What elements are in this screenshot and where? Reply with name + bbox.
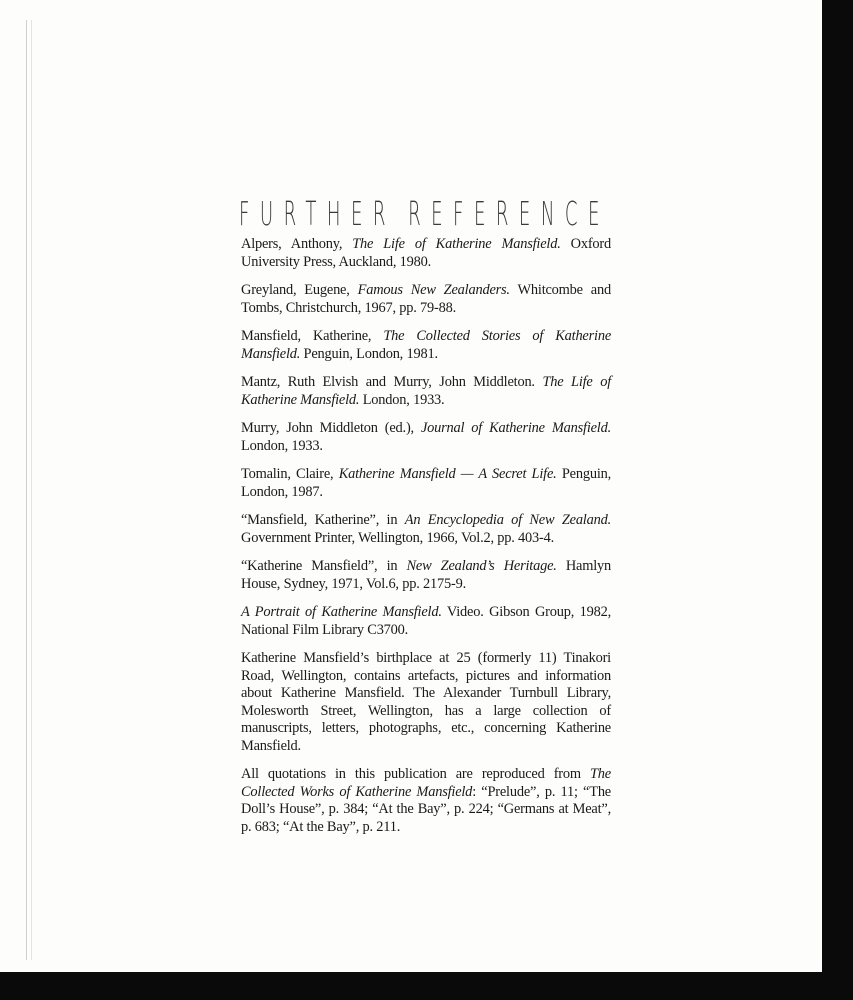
entry-text: Video. Gibson Group, 1982, National Film Library C3700. bbox=[241, 604, 611, 638]
entry-text: Government Printer, Wellington, 1966, Vol.2, pp. 403-4. bbox=[241, 529, 555, 546]
entry-title: The Life of Katherine Mansfield. bbox=[352, 236, 561, 252]
reference-entry bbox=[241, 466, 611, 501]
quotation-note bbox=[241, 766, 611, 836]
entry-title: An Encyclopedia of New Zealand. bbox=[404, 512, 611, 528]
entry-text: “Katherine Mansfield”, in bbox=[241, 558, 407, 574]
entry-text: All quotations in this publication are reproduced from bbox=[241, 766, 590, 782]
reference-note bbox=[241, 650, 611, 755]
section-heading bbox=[239, 196, 613, 232]
entry-text: Alpers, Anthony, bbox=[241, 236, 353, 252]
entry-text: Mantz, Ruth Elvish and Murry, John Middleton. bbox=[241, 374, 543, 390]
reference-entry bbox=[241, 420, 611, 455]
reference-entry bbox=[241, 236, 611, 271]
entry-text: Hamlyn House, Sydney, 1971, Vol.6, pp. 2175-9. bbox=[241, 558, 611, 592]
entry-text: : “Prelude”, p. 11; “The Doll’s House”, p. 384; “At the Bay”, p. 224; “Germans at Meat”, p. 683; “At the Bay”, p. 211. bbox=[241, 783, 611, 835]
heading-word-further: FURTHER bbox=[239, 194, 396, 233]
page-fold-line bbox=[26, 20, 27, 960]
entry-text: Murry, John Middleton (ed.), bbox=[241, 420, 421, 436]
entry-text: Tomalin, Claire, bbox=[241, 466, 339, 482]
page-fold-shadow bbox=[31, 20, 32, 960]
entry-title: The Collected Works of Katherine Mansfield bbox=[241, 766, 611, 800]
entry-text: Greyland, Eugene, bbox=[241, 282, 358, 298]
entry-text: “Mansfield, Katherine”, in bbox=[241, 512, 405, 528]
entry-title: New Zealand’s Heritage. bbox=[406, 558, 557, 574]
entry-text: Whitcombe and Tombs, Christchurch, 1967, pp. 79-88. bbox=[241, 282, 611, 316]
reference-entry bbox=[241, 558, 611, 593]
entry-text: Mansfield, Katherine, bbox=[241, 328, 384, 344]
entry-title: Katherine Mansfield — A Secret Life. bbox=[338, 466, 557, 482]
reference-entry bbox=[241, 374, 611, 409]
entry-title: The Life of Katherine Mansfield. bbox=[241, 374, 611, 408]
entry-text: London, 1933. bbox=[241, 437, 323, 454]
entry-title: Journal of Katherine Mansfield. bbox=[420, 420, 612, 436]
entry-text: Katherine Mansfield’s birthplace at 25 (formerly 11) Tinakori Road, Wellington, contains artefacts, pictures and information about Katherine Mansfield. The Alexander Turnbull Library, Molesworth Street, Wellington, has a large collection of manuscripts, letters, photographs, etc., concerning Katherine Mansfield. bbox=[241, 650, 611, 754]
entry-title: A Portrait of Katherine Mansfield. bbox=[241, 604, 442, 620]
entry-text: Penguin, London, 1987. bbox=[241, 466, 612, 500]
reference-section bbox=[241, 196, 611, 847]
reference-entry bbox=[241, 282, 611, 317]
entry-text: Oxford University Press, Auckland, 1980. bbox=[241, 236, 611, 270]
reference-entry bbox=[241, 604, 611, 639]
entry-title: Famous New Zealanders. bbox=[357, 282, 510, 298]
reference-entry bbox=[241, 512, 611, 547]
entry-title: The Collected Stories of Katherine Mansfield. bbox=[241, 328, 612, 362]
entry-text: London, 1933. bbox=[359, 391, 445, 408]
reference-list bbox=[241, 236, 611, 836]
reference-entry bbox=[241, 328, 611, 363]
heading-word-reference: REFERENCE bbox=[408, 194, 610, 233]
entry-text: Penguin, London, 1981. bbox=[300, 345, 438, 362]
